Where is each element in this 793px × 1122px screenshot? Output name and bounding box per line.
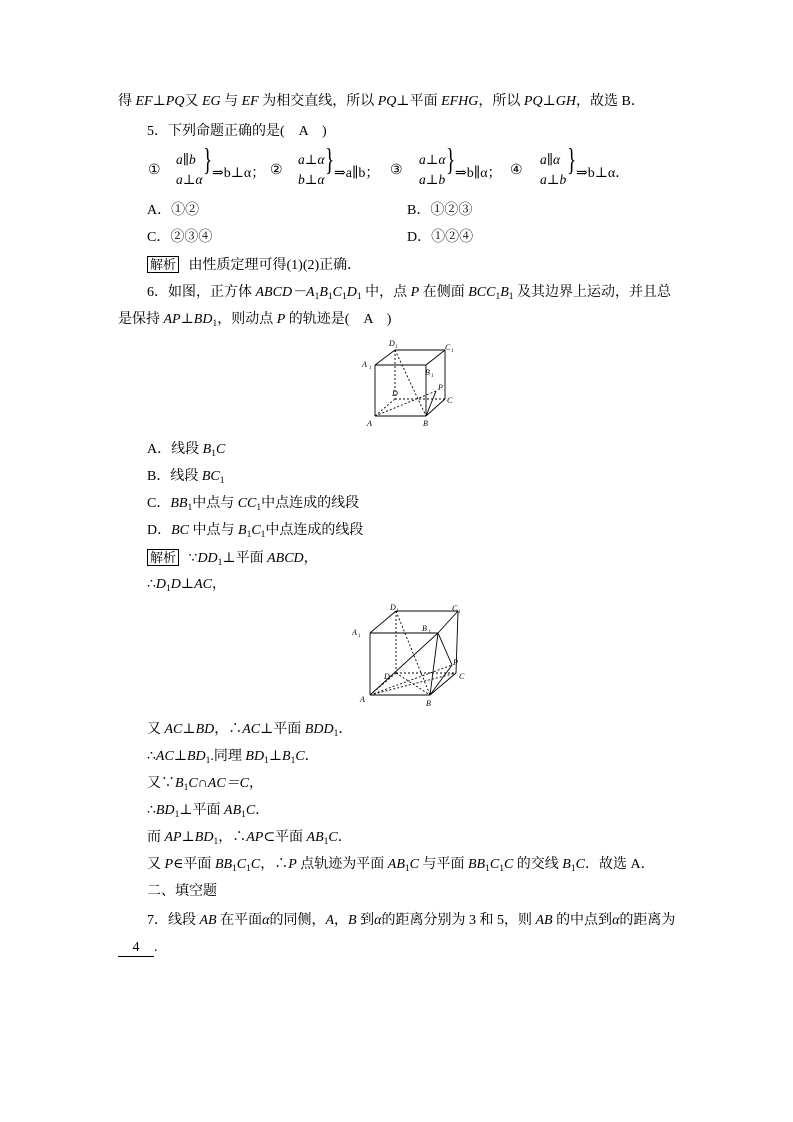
question-7-answer-line: 4 .: [118, 939, 793, 957]
svg-text:1: 1: [431, 374, 434, 379]
svg-text:1: 1: [358, 634, 361, 639]
option-b: B．线段 $BC_1$: [147, 469, 225, 486]
svg-text:1: 1: [396, 609, 399, 614]
analysis-line: 又 P∈平面 $BB_1C_1C$，∴P 点轨迹为平面 $AB_1C$ 与平面 $BB_1C_1C$ 的交线 $B_1C$．故选 A．: [147, 857, 655, 874]
analysis-line: 而 $AP\perp BD_1$，∴AP⊂平面 $AB_1C$．: [147, 830, 352, 847]
fig1-label-D1: D: [389, 339, 395, 348]
fig1-label-A: A: [367, 419, 372, 428]
answer-blank: 4: [118, 940, 154, 957]
svg-text:1: 1: [369, 366, 372, 371]
prop-4-result: ⇒b⊥α．: [576, 166, 630, 181]
analysis-line: 解析 由性质定理可得(1)(2)正确．: [147, 256, 793, 275]
fig2-label-P: P: [453, 658, 458, 667]
question-6-stem: 6．如图，正方体 $ABCD-A_1B_1C_1D_1$ 中，点 P 在侧面 $BCC_1B_1$ 及其边界上运动，并且总: [147, 285, 671, 302]
fig2-label-A: A: [360, 695, 365, 704]
question-5-stem: 5．下列命题正确的是( A ): [147, 124, 327, 139]
fig1-label-C1: C: [445, 343, 451, 352]
prop-3-number: ③: [390, 163, 403, 178]
fig1-label-D: D: [392, 389, 398, 398]
option-c: C．②③④: [147, 230, 213, 245]
brace: }: [567, 141, 577, 177]
cube-figure-2: [352, 603, 472, 708]
svg-text:1: 1: [458, 610, 461, 615]
question-7-stem: 7．线段 AB 在平面α的同侧，A，B 到α的距离分别为 3 和 5，则 AB 的中点到α的距离为: [147, 913, 676, 928]
fig2-label-B1: B: [422, 624, 427, 633]
section-heading: 二、填空题: [147, 884, 217, 899]
analysis-line: 解析 $\because DD_1\perp$平面 ABCD，: [147, 549, 793, 572]
option-a: A．①②: [147, 203, 200, 218]
fig2-label-C: C: [459, 672, 465, 681]
fig1-label-A1: A: [362, 360, 367, 369]
option-a: A．线段 $B_1C$: [147, 442, 226, 459]
fig1-label-B1: B: [425, 368, 430, 377]
analysis-line: $\therefore AC\perp BD_1$.同理 $BD_1\perp B_1C$．: [147, 749, 319, 766]
fig1-label-C: C: [447, 396, 453, 405]
prop-1-conditions: a∥b a⊥α: [176, 152, 203, 187]
option-b: B．①②③: [407, 203, 473, 218]
text-line: 得 EF⊥PQ又 EG 与 EF 为相交直线，所以 PQ⊥平面 EFHG，所以 PQ⊥GH，故选 B．: [118, 94, 645, 109]
brace: }: [203, 141, 213, 177]
question-5-propositions: [0, 141, 793, 194]
question-6-stem-cont: 是保持 $AP\perp BD_1$，则动点 P 的轨迹是( A ): [118, 312, 392, 329]
fig2-label-C1: C: [452, 604, 458, 613]
fig1-label-B: B: [423, 419, 428, 428]
fig2-label-D1: D: [390, 603, 396, 612]
brace: }: [446, 141, 456, 177]
cube-figure-1: [359, 336, 459, 431]
analysis-tag: 解析: [147, 256, 179, 273]
fig2-label-A1: A: [352, 628, 357, 637]
analysis-tag: 解析: [147, 549, 179, 566]
prop-4-number: ④: [510, 163, 523, 178]
analysis-line: 又 AC⊥BD，∴AC⊥平面 $BDD_1$．: [147, 722, 353, 739]
option-d: D．BC 中点与 $B_1C_1$中点连成的线段: [147, 523, 364, 540]
prop-1-result: ⇒b⊥α；: [212, 166, 266, 181]
prop-3-conditions: a⊥α a⊥b: [419, 152, 446, 187]
prop-3-result: ⇒b∥α；: [455, 166, 502, 181]
analysis-line: 又$\because B_1C\cap AC=C$，: [147, 776, 263, 793]
prop-2-number: ②: [270, 163, 283, 178]
analysis-line: $\therefore D_1D\perp AC$，: [147, 577, 226, 594]
option-d: D．①②④: [407, 230, 474, 245]
prop-2-conditions: a⊥α b⊥α: [298, 152, 325, 187]
prop-4-conditions: a∥α a⊥b: [540, 152, 567, 187]
prop-2-result: ⇒a∥b；: [334, 166, 380, 181]
svg-text:1: 1: [395, 345, 398, 350]
svg-text:1: 1: [428, 630, 431, 635]
brace: }: [325, 141, 335, 177]
fig1-label-P: P: [438, 383, 443, 392]
fig2-label-D: D: [384, 672, 390, 681]
prop-1-number: ①: [148, 163, 161, 178]
analysis-line: $\therefore BD_1\perp$平面 $AB_1C$．: [147, 803, 270, 820]
option-c: C．$BB_1$中点与 $CC_1$中点连成的线段: [147, 496, 360, 513]
fig2-label-B: B: [426, 699, 431, 708]
svg-text:1: 1: [451, 349, 454, 354]
